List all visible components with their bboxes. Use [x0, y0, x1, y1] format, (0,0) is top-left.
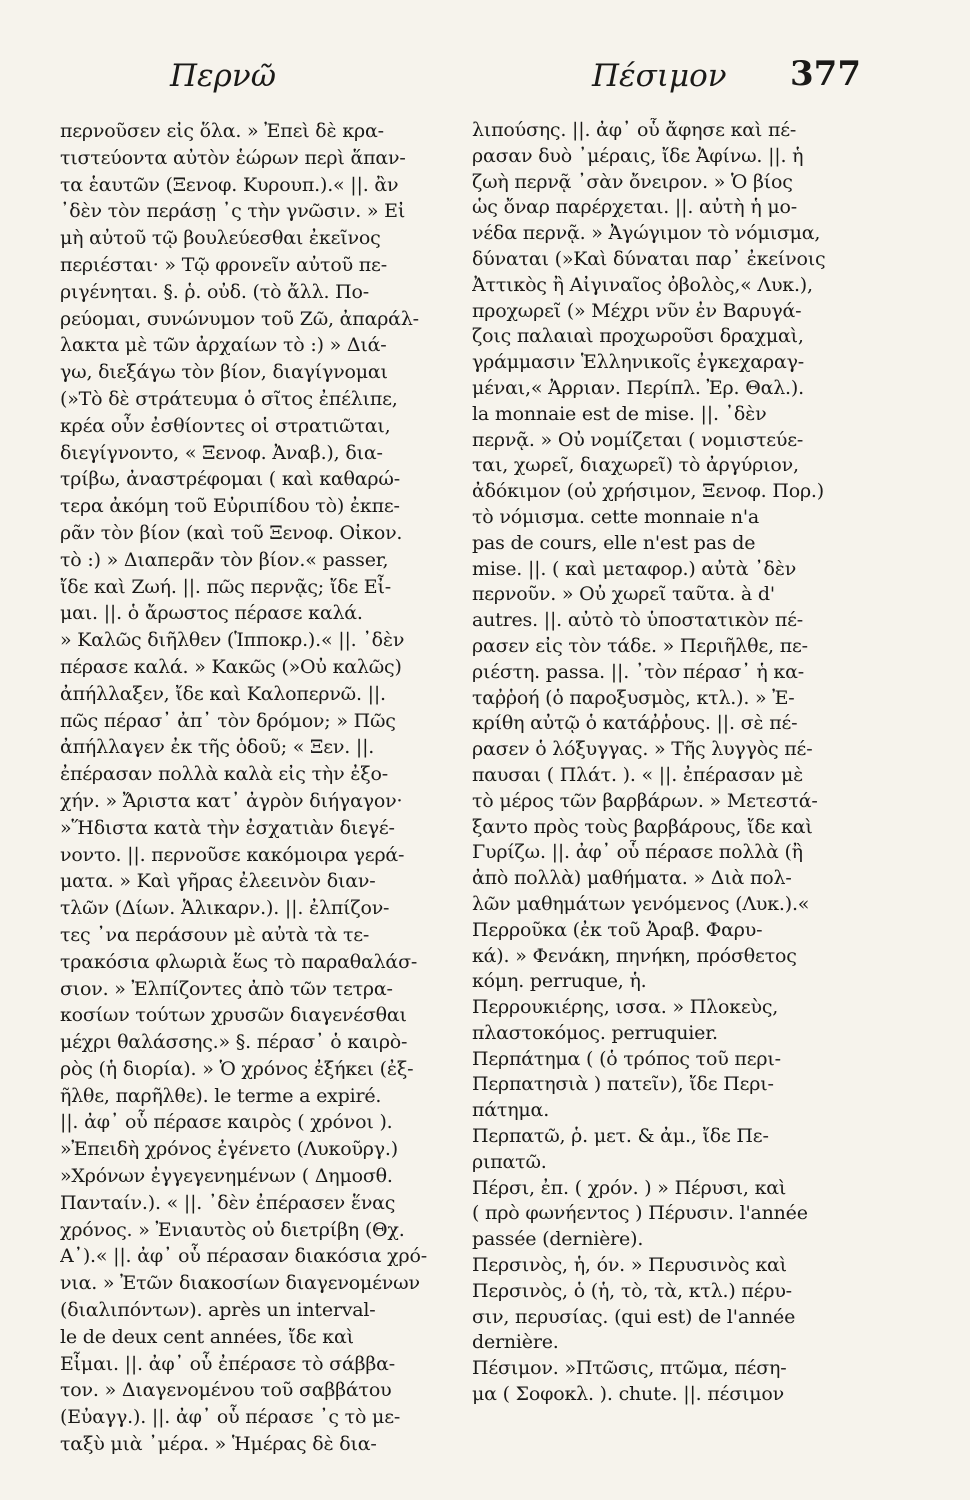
text-line: Περσινὸς, ὁ (ἡ, τὸ, τὰ, κτλ.) πέρυ-: [472, 1279, 792, 1302]
text-line: Περσινὸς, ἡ, όν. » Περυσινὸς καὶ: [472, 1254, 787, 1277]
text-line: ρεύομαι, συνώνυμον τοῦ Ζῶ, ἀπαράλ-: [60, 307, 419, 330]
text-line: πῶς πέρασ᾿ ἀπ᾿ τὸν δρόμον; » Πῶς: [60, 709, 396, 732]
text-line: νέδα περνᾷ. » Ἀγώγιμον τὸ νόμισμα,: [472, 222, 821, 245]
text-line: παυσαι ( Πλάτ. ). « ||. ἐπέρασαν μὲ: [472, 763, 804, 786]
text-line: ἐπέρασαν πολλὰ καλὰ εἰς τὴν ἐξο-: [60, 763, 388, 786]
text-line: ἀπήλλαγεν ἐκ τῆς ὁδοῦ; « Ξεν. ||.: [60, 736, 375, 759]
text-line: ἀπὸ πολλὰ) μαθήματα. » Διὰ πολ-: [472, 867, 792, 890]
text-line: ρασεν εἰς τὸν τάδε. » Περιῆλθε, πε-: [472, 634, 808, 657]
right-column: [472, 118, 864, 1408]
text-line: »Ἐπειδὴ χρόνος ἐγένετο (Λυκοῦργ.): [60, 1138, 398, 1161]
text-line: ξαντο πρὸς τοὺς βαρβάρους, ἴδε καὶ: [472, 815, 813, 838]
text-line: ρὸς (ἡ διορία). » Ὁ χρόνος ἐξήκει (ἐξ-: [60, 1057, 414, 1080]
text-line: μέχρι θαλάσσης.» §. πέρασ᾿ ὁ καιρὸ-: [60, 1031, 408, 1054]
text-line: ὡς ὄναρ παρέρχεται. ||. αὐτὴ ἡ μο-: [472, 196, 797, 219]
text-line: κά). » Φενάκη, πηνήκη, πρόσθετος: [472, 944, 797, 967]
text-line: κρέα οὖν ἐσθίοντες οἱ στρατιῶται,: [60, 414, 391, 437]
text-line: »Ἥδιστα κατὰ τὴν ἐσχατιὰν διεγέ-: [60, 816, 395, 839]
text-line: Περπατησιὰ ) πατεῖν), ἴδε Περι-: [472, 1073, 774, 1096]
text-line: πλαστοκόμος. perruquier.: [472, 1021, 718, 1044]
text-line: ρασεν ὁ λόξυγγας. » Τῆς λυγγὸς πέ-: [472, 738, 813, 761]
text-line: γράμμασιν Ἑλληνικοῖς ἐγκεχαραγ-: [472, 351, 804, 374]
text-line: pas de cours, elle n'est pas de: [472, 531, 756, 554]
text-line: μαι. ||. ὁ ἄρωστος πέρασε καλά.: [60, 602, 363, 625]
text-line: δύναται (»Καὶ δύναται παρ᾿ ἐκείνοις: [472, 247, 826, 270]
text-line: λακτα μὲ τῶν ἀρχαίων τὸ :) » Διά-: [60, 334, 387, 357]
text-line: ζωὴ περνᾷ ᾿σὰν ὄνειρον. » Ὁ βίος: [472, 170, 793, 193]
text-line: τρακόσια φλωριὰ ἕως τὸ παραθαλάσ-: [60, 950, 418, 973]
text-line: (διαλιπόντων). après un interval-: [60, 1299, 376, 1322]
text-line: Περροῦκα (ἐκ τοῦ Ἀραβ. Φαρυ-: [472, 918, 763, 941]
text-line: (Εὐαγγ.). ||. ἀφ᾿ οὗ πέρασε ᾿ς τὸ με-: [60, 1406, 401, 1429]
text-line: χήν. » Ἄριστα κατ᾿ ἀγρὸν διήγαγον·: [60, 789, 403, 812]
text-line: ται, χωρεῖ, διαχωρεῖ) τὸ ἀργύριον,: [472, 454, 799, 477]
text-line: πέρασε καλά. » Κακῶς (»Οὐ καλῶς): [60, 655, 402, 678]
text-line: μα ( Σοφοκλ. ). chute. ||. πέσιμον: [472, 1383, 785, 1406]
text-line: περιέσται· » Τῷ φρονεῖν αὐτοῦ πε-: [60, 253, 387, 276]
text-line: ρᾶν τὸν βίον (καὶ τοῦ Ξενοφ. Οἰκον.: [60, 521, 403, 544]
text-line: νια. » Ἐτῶν διακοσίων διαγενομένων: [60, 1272, 420, 1295]
left-column: [60, 118, 440, 1458]
text-line: ἀδόκιμον (οὐ χρήσιμον, Ξενοφ. Πορ.): [472, 480, 824, 503]
text-line: περνοῦν. » Οὐ χωρεῖ ταῦτα. à d': [472, 583, 775, 606]
text-line: τιστεύοντα αὐτὸν ἑώρων περὶ ἅπαν-: [60, 146, 406, 169]
text-line: dernière.: [472, 1331, 559, 1354]
text-line: τὸ :) » Διαπερᾶν τὸν βίον.« passer,: [60, 548, 389, 571]
text-line: τὸ νόμισμα. cette monnaie n'a: [472, 505, 760, 528]
text-line: σιον. » Ἐλπίζοντες ἀπὸ τῶν τετρα-: [60, 977, 393, 1000]
text-line: χρόνος. » Ἐνιαυτὸς οὐ διετρίβη (Θχ.: [60, 1218, 405, 1241]
text-line: πάτημα.: [472, 1099, 550, 1122]
text-line: λῶν μαθημάτων γενόμενος (Λυκ.).«: [472, 892, 810, 915]
text-line: ταῤῥοή (ὁ παροξυσμὸς, κτλ.). » Ἐ-: [472, 686, 795, 709]
text-line: τον. » Διαγενομένου τοῦ σαββάτου: [60, 1379, 392, 1402]
text-line: ζοις παλαιαὶ προχωροῦσι δραχμαὶ,: [472, 325, 804, 348]
text-line: Πέσιμον. »Πτῶσις, πτῶμα, πέση-: [472, 1357, 787, 1380]
text-line: μέναι,« Ἀρριαν. Περίπλ. Ἐρ. Θαλ.).: [472, 376, 804, 399]
text-line: Περρουκιέρης, ισσα. » Πλοκεὺς,: [472, 996, 779, 1019]
text-line: κόμη. perruque, ἡ.: [472, 970, 647, 993]
text-line: ριπατῶ.: [472, 1150, 547, 1173]
text-line: » Καλῶς διῆλθεν (Ἱπποκρ.).« ||. ᾿δὲν: [60, 629, 405, 652]
text-line: προχωρεῖ (» Μέχρι νῦν ἐν Βαρυγά-: [472, 299, 802, 322]
text-line: ἀπήλλαξεν, ἴδε καὶ Καλοπερνῶ. ||.: [60, 682, 386, 705]
text-line: ρασαν δυὸ ᾿μέραις, ἴδε Ἀφίνω. ||. ἡ: [472, 144, 804, 167]
running-head-left: Περνῶ: [170, 58, 277, 94]
text-line: τρίβω, ἀναστρέφομαι ( καὶ καθαρώ-: [60, 468, 400, 491]
text-line: τα ἑαυτῶν (Ξενοφ. Κυρουπ.).« ||. ἂν: [60, 173, 399, 196]
text-line: ἴδε καὶ Ζωή. ||. πῶς περνᾷς; ἴδε Εἶ-: [60, 575, 391, 598]
text-line: τες ᾿να περάσουν μὲ αὐτὰ τὰ τε-: [60, 923, 370, 946]
text-line: τὸ μέρος τῶν βαρβάρων. » Μετεστά-: [472, 789, 818, 812]
text-line: λιπούσης. ||. ἀφ᾿ οὗ ἄφησε καὶ πέ-: [472, 119, 797, 141]
text-line: mise. ||. ( καὶ μεταφορ.) αὐτὰ ᾿δὲν: [472, 557, 797, 580]
text-line: νοντο. ||. περνοῦσε κακόμοιρα γερά-: [60, 843, 405, 866]
text-line: Εἶμαι. ||. ἀφ᾿ οὗ ἐπέρασε τὸ σάββα-: [60, 1352, 396, 1375]
text-line: κοσίων τούτων χρυσῶν διαγενέσθαι: [60, 1004, 407, 1027]
text-line: la monnaie est de mise. ||. ᾿δὲν: [472, 402, 767, 425]
text-line: Περπατῶ, ῥ. μετ. & ἀμ., ἴδε Πε-: [472, 1125, 769, 1148]
text-line: ᾿δὲν τὸν περάσῃ ᾿ς τὴν γνῶσιν. » Εἰ: [60, 200, 406, 223]
text-line: τερα ἀκόμη τοῦ Εὐριπίδου τὸ) ἐκπε-: [60, 495, 400, 518]
text-line: Πέρσι, ἐπ. ( χρόν. ) » Πέρυσι, καὶ: [472, 1176, 787, 1199]
text-line: Α᾿).« ||. ἀφ᾿ οὗ πέρασαν διακόσια χρό-: [60, 1245, 427, 1268]
text-line: Γυρίζω. ||. ἀφ᾿ οὗ πέρασε πολλὰ (ἢ: [472, 841, 803, 864]
text-line: ῆλθε, παρῆλθε). le terme a expiré.: [60, 1084, 382, 1107]
text-line: le de deux cent années, ἴδε καὶ: [60, 1325, 354, 1348]
text-line: Ἀττικὸς ἢ Αἰγιναῖος ὀβολὸς,« Λυκ.),: [472, 273, 813, 296]
text-line: διεγίγνοντο, « Ξενοφ. Ἀναβ.), δια-: [60, 441, 383, 464]
text-line: σιν, περυσίας. (qui est) de l'année: [472, 1305, 796, 1328]
text-line: περνοῦσεν εἰς ὅλα. » Ἐπεὶ δὲ κρα-: [60, 120, 384, 142]
text-line: γω, διεξάγω τὸν βίον, διαγίγνομαι: [60, 361, 388, 384]
text-line: ριέστη. passa. ||. ᾿τὸν πέρασ᾿ ἡ κα-: [472, 660, 804, 683]
text-line: autres. ||. αὐτὸ τὸ ὑποστατικὸν πέ-: [472, 609, 804, 632]
text-line: περνᾷ. » Οὐ νομίζεται ( νομιστεύε-: [472, 428, 804, 451]
text-line: Περπάτημα ( (ὁ τρόπος τοῦ περι-: [472, 1047, 781, 1070]
text-line: passée (dernière).: [472, 1228, 644, 1251]
text-line: ματα. » Καὶ γῆρας ἐλεεινὸν διαν-: [60, 870, 376, 893]
text-line: (»Τὸ δὲ στράτευμα ὁ σῖτος ἐπέλιπε,: [60, 387, 398, 410]
text-line: Πανταίν.). « ||. ᾿δὲν ἐπέρασεν ἕνας: [60, 1191, 396, 1214]
text-line: ταξὺ μιὰ ᾿μέρα. » Ἡμέρας δὲ δια-: [60, 1433, 377, 1456]
running-head-right: Πέσιμον: [592, 58, 727, 94]
text-line: ||. ἀφ᾿ οὗ πέρασε καιρὸς ( χρόνοι ).: [60, 1111, 393, 1134]
text-line: ( πρὸ φωνήεντος ) Πέρυσιν. l'année: [472, 1202, 808, 1225]
page-number: 377: [790, 54, 861, 94]
text-line: μὴ αὐτοῦ τῷ βουλεύεσθαι ἐκεῖνος: [60, 227, 381, 250]
text-line: »Χρόνων ἐγγεγενημένων ( Δημοσθ.: [60, 1165, 393, 1188]
text-line: τλῶν (Δίων. Ἁλικαρν.). ||. ἐλπίζον-: [60, 897, 390, 920]
text-line: ριγένηται. §. ῥ. οὐδ. (τὸ ἄλλ. Πο-: [60, 280, 369, 303]
text-line: κρίθη αὐτῷ ὁ κατάῤῥους. ||. σὲ πέ-: [472, 712, 798, 735]
